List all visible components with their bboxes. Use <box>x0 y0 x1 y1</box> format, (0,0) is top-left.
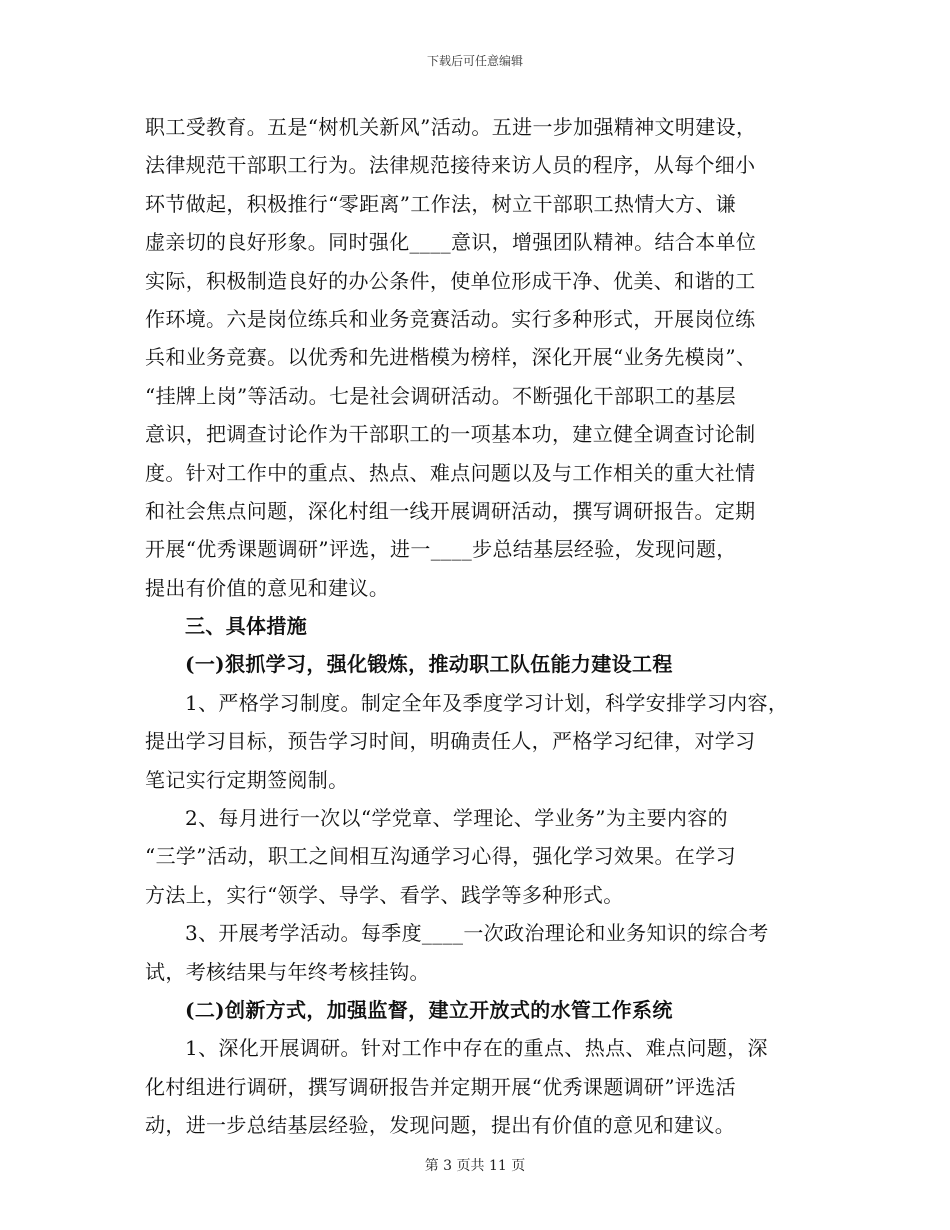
body-line: 环节做起，积极推行“零距离”工作法，树立干部职工热情大方、谦 <box>145 191 736 216</box>
paragraph-start: 1、深化开展调研。针对工作中存在的重点、热点、难点问题，深 <box>185 1036 768 1061</box>
subsection-heading: (一)狠抓学习，强化锻炼，推动职工队伍能力建设工程 <box>185 652 673 677</box>
paragraph-start: 1、严格学习制度。制定全年及季度学习计划，科学安排学习内容， <box>185 690 789 715</box>
body-line: 开展“优秀课题调研”评选，进一____步总结基层经验，发现问题， <box>145 537 737 562</box>
page-footer: 第 3 页共 11 页 <box>424 1158 526 1174</box>
body-line: 虚亲切的良好形象。同时强化____意识，增强团队精神。结合本单位 <box>145 230 757 255</box>
page-header: 下载后可任意编辑 <box>426 54 523 68</box>
body-line: “三学”活动，职工之间相互沟通学习心得，强化学习效果。在学习 <box>145 844 736 869</box>
body-line: 提出有价值的意见和建议。 <box>145 575 390 600</box>
body-line: 提出学习目标，预告学习时间，明确责任人，严格学习纪律，对学习 <box>145 729 756 754</box>
body-line: 和社会焦点问题，深化村组一线开展调研活动，撰写调研报告。定期 <box>145 498 756 523</box>
body-line: 作环境。六是岗位练兵和业务竞赛活动。实行多种形式，开展岗位练 <box>145 306 756 331</box>
body-line: 兵和业务竞赛。以优秀和先进楷模为榜样，深化开展“业务先模岗”、 <box>145 345 757 370</box>
body-line: 动，进一步总结基层经验，发现问题，提出有价值的意见和建议。 <box>145 1113 736 1138</box>
section-heading: 三、具体措施 <box>185 614 308 639</box>
subsection-heading: (二)创新方式，加强监督，建立开放式的水管工作系统 <box>185 997 673 1022</box>
body-line: “挂牌上岗”等活动。七是社会调研活动。不断强化干部职工的基层 <box>145 383 736 408</box>
body-line: 职工受教育。五是“树机关新风”活动。五进一步加强精神文明建设， <box>145 115 757 139</box>
paragraph-start: 2、每月进行一次以“学党章、学理论、学业务”为主要内容的 <box>185 806 728 831</box>
body-line: 意识，把调查讨论作为干部职工的一项基本功，建立健全调查讨论制 <box>145 422 756 447</box>
body-line: 法律规范干部职工行为。法律规范接待来访人员的程序，从每个细小 <box>145 153 756 178</box>
body-line: 方法上，实行“领学、导学、看学、践学等多种形式。 <box>145 882 624 907</box>
document-body <box>145 108 810 1145</box>
body-line: 度。针对工作中的重点、热点、难点问题以及与工作相关的重大社情 <box>145 460 756 485</box>
body-line: 化村组进行调研，撰写调研报告并定期开展“优秀课题调研”评选活 <box>145 1074 736 1099</box>
body-line: 试，考核结果与年终考核挂钩。 <box>145 959 430 984</box>
body-line: 笔记实行定期签阅制。 <box>145 767 349 792</box>
body-line: 实际，积极制造良好的办公条件，使单位形成干净、优美、和谐的工 <box>145 268 756 293</box>
paragraph-start: 3、开展考学活动。每季度____一次政治理论和业务知识的综合考 <box>185 921 769 946</box>
